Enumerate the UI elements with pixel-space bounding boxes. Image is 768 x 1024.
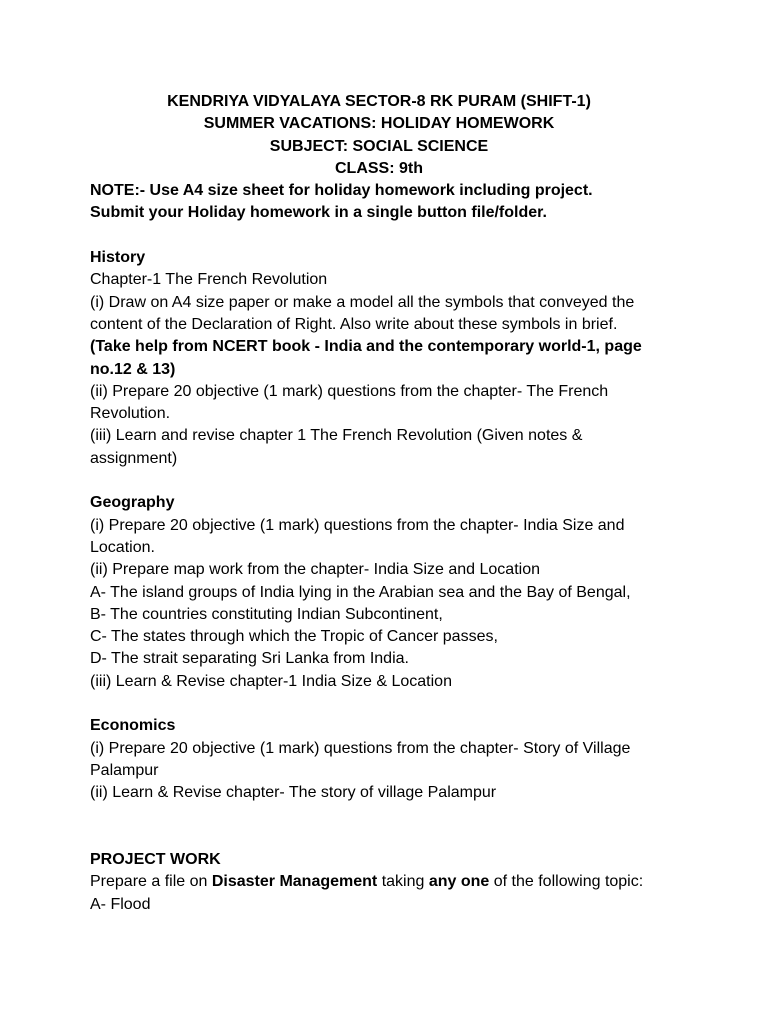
geography-heading: Geography <box>90 494 175 512</box>
history-item-3-line-2: assignment) <box>90 449 178 467</box>
class-line: CLASS: 9th <box>335 159 423 177</box>
history-section <box>90 247 680 470</box>
project-intro-mid: taking <box>377 873 429 891</box>
economics-item-2: (ii) Learn & Revise chapter- The story of village Palampur <box>90 784 497 802</box>
spacer <box>90 225 680 247</box>
geography-section <box>90 492 680 693</box>
document-title: SUMMER VACATIONS: HOLIDAY HOMEWORK <box>203 115 555 133</box>
history-item-1-line-2: content of the Declaration of Right. Also write about these symbols in brief. <box>90 315 618 333</box>
history-item-2-line-1: (ii) Prepare 20 objective (1 mark) questions from the chapter- The French <box>90 382 609 400</box>
geography-item-1-line-2: Location. <box>90 538 155 556</box>
history-item-2-line-2: Revolution. <box>90 405 171 423</box>
history-help-line-2: no.12 & 13) <box>90 360 176 378</box>
geography-map-a: A- The island groups of India lying in the Arabian sea and the Bay of Bengal, <box>90 583 631 601</box>
geography-item-3: (iii) Learn & Revise chapter-1 India Size & Location <box>90 672 452 690</box>
note-line-2: Submit your Holiday homework in a single button file/folder. <box>90 204 547 222</box>
geography-item-2: (ii) Prepare map work from the chapter- India Size and Location <box>90 561 540 579</box>
history-item-3-line-1: (iii) Learn and revise chapter 1 The French Revolution (Given notes & <box>90 427 583 445</box>
history-item-1-line-1: (i) Draw on A4 size paper or make a model all the symbols that conveyed the <box>90 293 635 311</box>
geography-map-c: C- The states through which the Tropic of Cancer passes, <box>90 628 498 646</box>
project-intro-choice: any one <box>428 873 490 891</box>
spacer <box>90 693 680 715</box>
economics-item-1-line-1: (i) Prepare 20 objective (1 mark) questions from the chapter- Story of Village <box>90 739 631 757</box>
history-heading: History <box>90 249 146 267</box>
document-page <box>90 91 680 916</box>
project-option-a: A- Flood <box>90 895 151 913</box>
project-heading: PROJECT WORK <box>90 851 221 869</box>
geography-map-d: D- The strait separating Sri Lanka from India. <box>90 650 409 668</box>
geography-item-1-line-1: (i) Prepare 20 objective (1 mark) questions from the chapter- India Size and <box>90 516 625 534</box>
project-section <box>90 849 680 916</box>
note-line-1: NOTE:- Use A4 size sheet for holiday homework including project. <box>90 182 593 200</box>
history-chapter: Chapter-1 The French Revolution <box>90 271 328 289</box>
economics-heading: Economics <box>90 717 176 735</box>
school-name: KENDRIYA VIDYALAYA SECTOR-8 RK PURAM (SHIFT-1) <box>167 93 591 110</box>
history-help-line-1: (Take help from NCERT book - India and the contemporary world-1, page <box>90 338 642 356</box>
project-intro-post: of the following topic: <box>489 873 644 891</box>
project-intro-pre: Prepare a file on <box>90 873 212 891</box>
project-intro <box>90 871 680 893</box>
spacer <box>90 805 680 850</box>
spacer <box>90 470 680 492</box>
economics-item-1-line-2: Palampur <box>90 761 159 779</box>
subject-line: SUBJECT: SOCIAL SCIENCE <box>269 137 489 155</box>
geography-map-b: B- The countries constituting Indian Subcontinent, <box>90 605 443 623</box>
project-intro-topic: Disaster Management <box>211 873 378 891</box>
economics-section <box>90 715 680 804</box>
